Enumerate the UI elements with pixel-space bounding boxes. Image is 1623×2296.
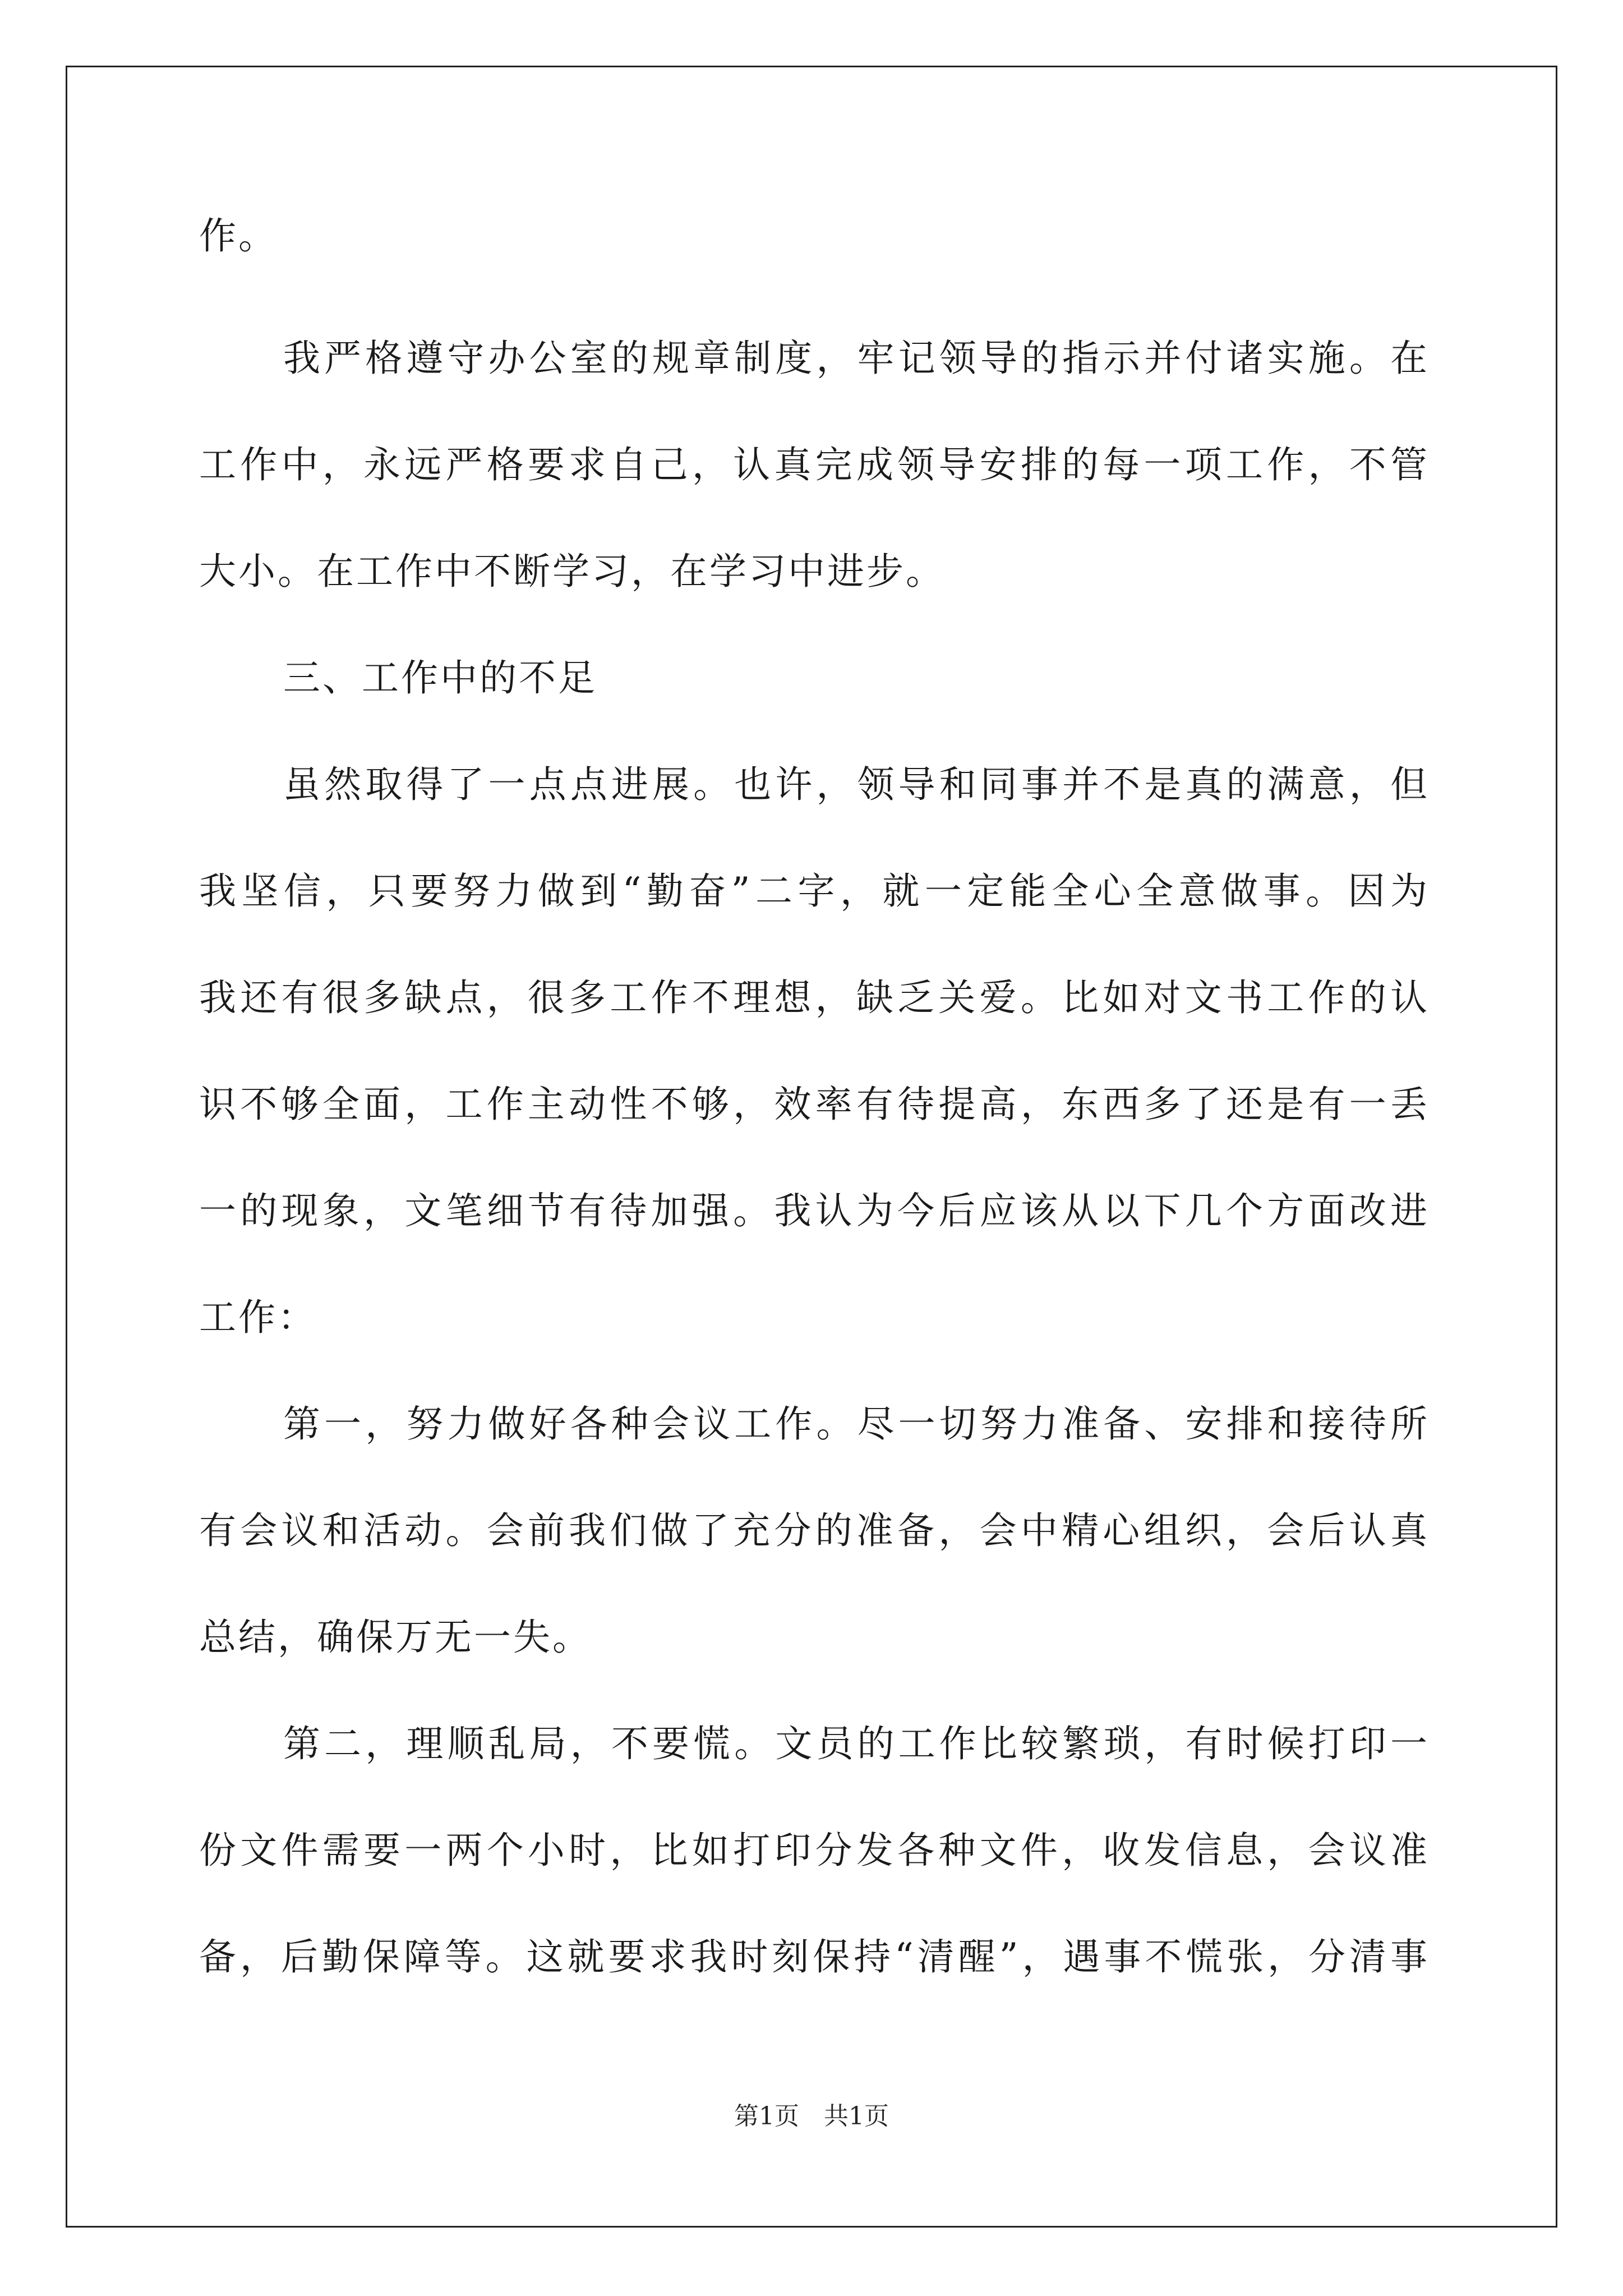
- paragraph-line: 我坚信，只要努力做到“勤奋”二字，就一定能全心全意做事。因为: [199, 869, 1427, 913]
- paragraph-line: 工作中，永远严格要求自己，认真完成领导安排的每一项工作，不管: [199, 443, 1427, 486]
- paragraph-line: 备，后勤保障等。这就要求我时刻保持“清醒”，遇事不慌张，分清事: [199, 1935, 1427, 1978]
- paragraph-line: 第二，理顺乱局，不要慌。文员的工作比较繁琐，有时候打印一: [283, 1722, 1427, 1765]
- paragraph-line: 大小。在工作中不断学习，在学习中进步。: [199, 550, 945, 593]
- paragraph-line: 第一，努力做好各种会议工作。尽一切努力准备、安排和接待所: [283, 1402, 1427, 1446]
- page-number: 第1页 共1页: [734, 2102, 889, 2131]
- paragraph-line: 识不够全面，工作主动性不够，效率有待提高，东西多了还是有一丢: [199, 1083, 1427, 1126]
- paragraph-line: 有会议和活动。会前我们做了充分的准备，会中精心组织，会后认真: [199, 1509, 1427, 1552]
- paragraph-line: 我严格遵守办公室的规章制度，牢记领导的指示并付诸实施。在: [283, 337, 1427, 380]
- paragraph-line: 我还有很多缺点，很多工作不理想，缺乏关爱。比如对文书工作的认: [199, 976, 1427, 1019]
- paragraph-line: 一的现象，文笔细节有待加强。我认为今后应该从以下几个方面改进: [199, 1189, 1427, 1232]
- paragraph-line: 总结，确保万无一失。: [199, 1616, 592, 1659]
- paragraph-line: 作。: [199, 214, 278, 257]
- paragraph-line: 虽然取得了一点点进展。也许，领导和同事并不是真的满意，但: [283, 763, 1427, 806]
- page-border: [66, 66, 1557, 2228]
- paragraph-line: 工作：: [199, 1296, 317, 1339]
- paragraph-line: 份文件需要一两个小时，比如打印分发各种文件，收发信息，会议准: [199, 1829, 1427, 1872]
- section-heading: 三、工作中的不足: [283, 656, 597, 700]
